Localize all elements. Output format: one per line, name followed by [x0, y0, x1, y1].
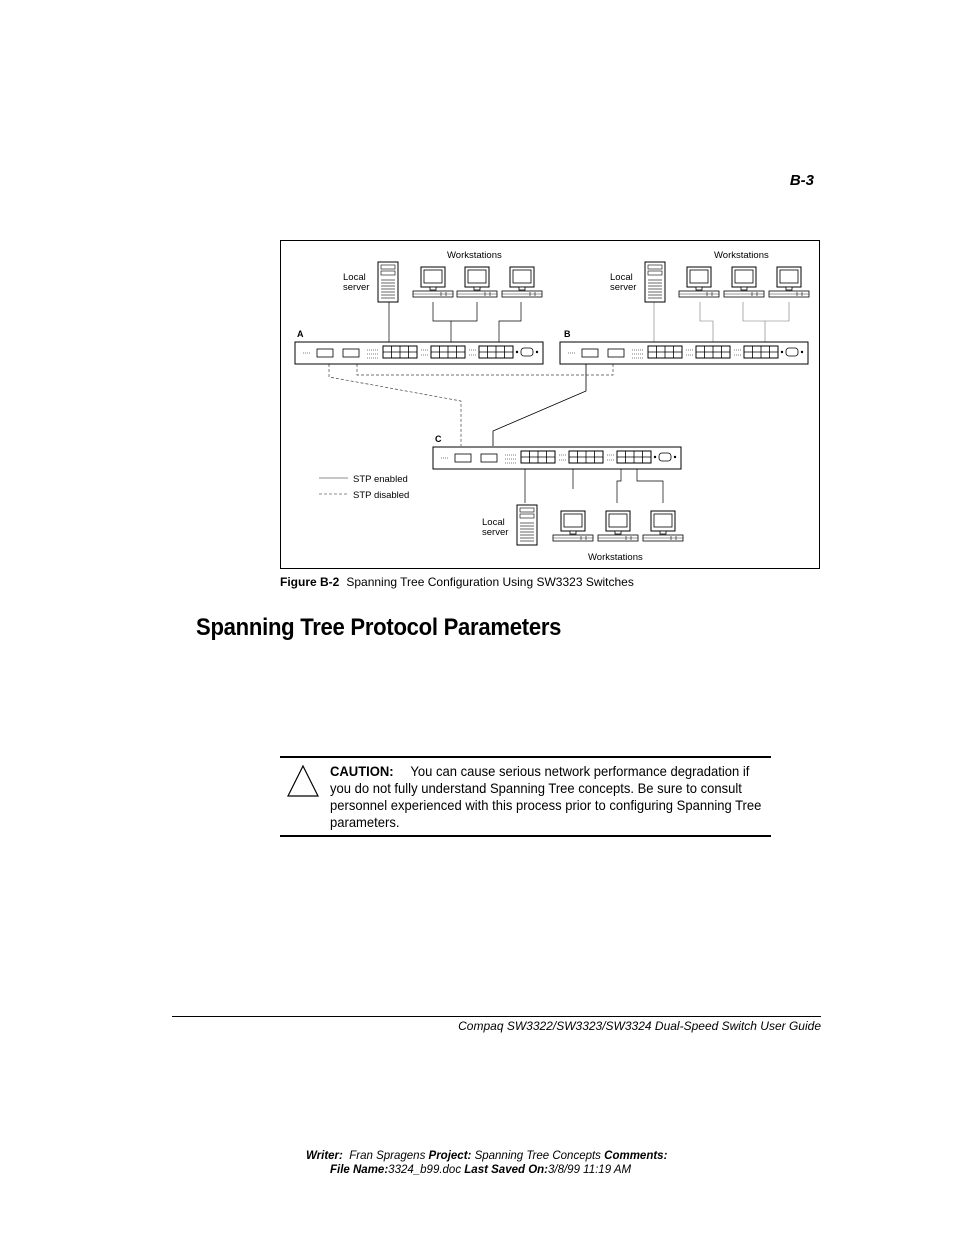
writer-value: Fran Spragens: [349, 1150, 426, 1162]
workstations-a-label: Workstations: [447, 250, 502, 261]
comments-label: Comments:: [604, 1150, 668, 1162]
caution-line-2: you do not fully understand Spanning Tree concepts. Be sure to consult: [330, 780, 742, 796]
caution-triangle-icon: [286, 764, 320, 798]
writer-label: Writer:: [306, 1150, 343, 1162]
switch-b-label: B: [564, 329, 571, 339]
workstation-c1-icon: [553, 511, 593, 541]
local-server-b-label-line1: Local: [610, 272, 633, 283]
local-server-a-label-line1: Local: [343, 272, 366, 283]
switch-c-label: C: [435, 434, 442, 444]
last-saved-value: 3/8/99 11:19 AM: [548, 1164, 632, 1176]
network-diagram-svg: [281, 241, 821, 570]
inter-switch-links: [329, 364, 613, 446]
workstation-b3-icon: [769, 267, 809, 297]
links-b: [654, 302, 789, 346]
doc-meta-line-2: [330, 1164, 631, 1176]
local-server-b-icon: [645, 262, 665, 302]
file-name-label: File Name:: [330, 1164, 389, 1176]
workstation-c3-icon: [643, 511, 683, 541]
caution-label: CAUTION:: [330, 763, 394, 779]
switch-a: [295, 342, 543, 364]
stp-enabled-links-a: [389, 302, 521, 346]
workstations-c-label: Workstations: [588, 552, 643, 563]
workstation-b1-icon: [679, 267, 719, 297]
workstations-b-label: Workstations: [714, 250, 769, 261]
caution-line-4: parameters.: [330, 814, 400, 830]
switch-c: [433, 447, 681, 469]
local-server-a-icon: [378, 262, 398, 302]
workstation-a2-icon: [457, 267, 497, 297]
caution-line-1: [330, 763, 762, 780]
project-label: Project:: [428, 1150, 472, 1162]
footer-guide-title: Compaq SW3322/SW3323/SW3324 Dual-Speed Switch User Guide: [458, 1019, 821, 1033]
network-diagram: [280, 240, 820, 569]
workstation-a3-icon: [502, 267, 542, 297]
footer-rule: [172, 1016, 821, 1017]
legend-stp-enabled-label: STP enabled: [353, 474, 408, 485]
caution-text: [330, 763, 762, 831]
legend: [319, 474, 409, 501]
switch-b: [560, 342, 808, 364]
page-number: B-3: [789, 172, 814, 189]
file-name-value: 3324_b99.doc: [388, 1164, 462, 1176]
figure-caption: [280, 575, 634, 589]
local-server-c-label-line2: server: [482, 527, 509, 538]
legend-stp-disabled-label: STP disabled: [353, 490, 410, 501]
switch-a-label: A: [297, 329, 304, 339]
local-server-b-label-line2: server: [610, 282, 637, 293]
workstation-c2-icon: [598, 511, 638, 541]
project-value: Spanning Tree Concepts: [474, 1150, 601, 1162]
last-saved-label: Last Saved On:: [464, 1164, 548, 1176]
caution-box: [280, 756, 771, 837]
links-c: [525, 468, 663, 503]
doc-meta-line-1: [306, 1150, 667, 1162]
figure-caption-label: Figure B-2: [280, 575, 340, 589]
local-server-c-icon: [517, 505, 537, 545]
local-server-c-label-line1: Local: [482, 517, 505, 528]
caution-line-1-text: You can cause serious network performance degradation if: [410, 763, 750, 779]
workstation-b2-icon: [724, 267, 764, 297]
section-heading: Spanning Tree Protocol Parameters: [196, 614, 562, 641]
workstation-a1-icon: [413, 267, 453, 297]
caution-line-3: personnel experienced with this process prior to configuring Spanning Tree: [330, 797, 762, 813]
local-server-a-label-line2: server: [343, 282, 370, 293]
figure-caption-text: Spanning Tree Configuration Using SW3323 Switches: [346, 575, 634, 589]
